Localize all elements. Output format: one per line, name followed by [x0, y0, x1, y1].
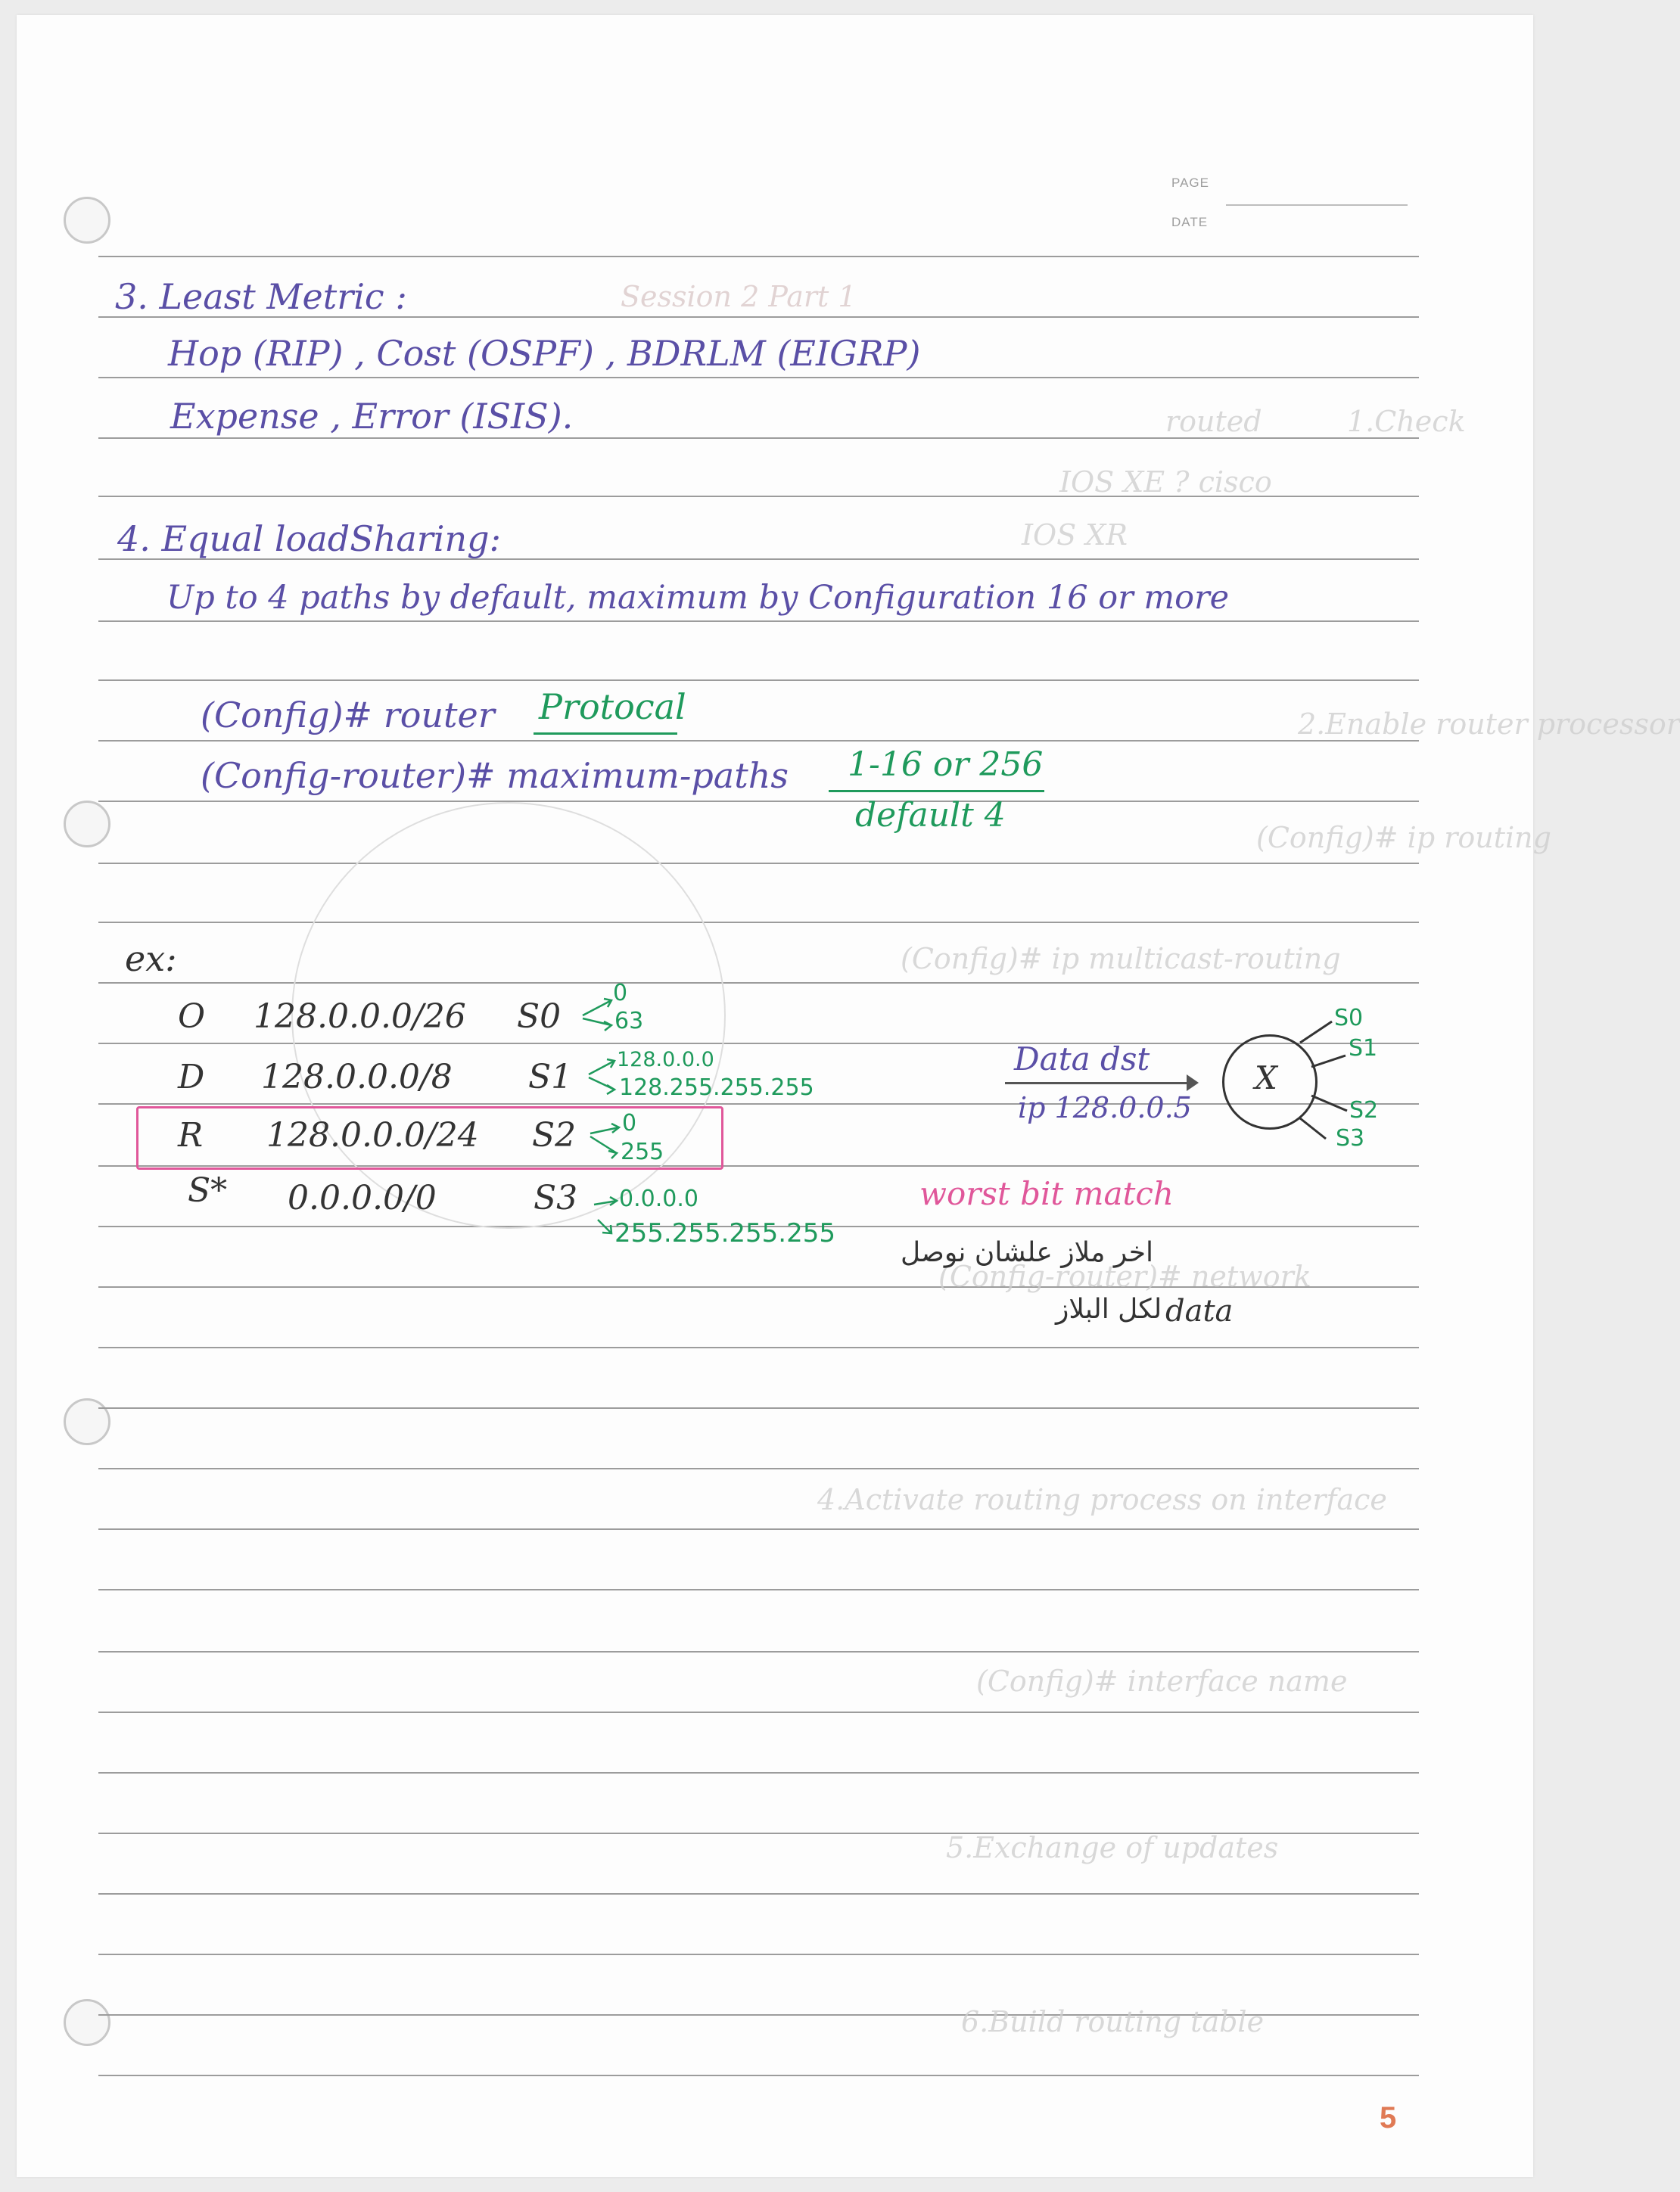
range-start: 128.0.0.0: [617, 1048, 714, 1071]
section-3-line1: Hop (RIP) , Cost (OSPF) , BDRLM (EIGRP): [168, 333, 921, 374]
route-prefix: 128.0.0.0/8: [261, 1058, 453, 1096]
bleed-through-decoration: IOS XR: [1022, 518, 1128, 552]
route-interface: S1: [528, 1058, 573, 1096]
section-4-heading: 4. Equal loadSharing:: [117, 518, 502, 559]
route-interface: S0: [517, 997, 562, 1036]
bleed-through-decoration: routed: [1165, 405, 1262, 438]
route-prefix: 128.0.0.0/24: [266, 1116, 479, 1155]
section-3-line2: Expense , Error (ISIS).: [170, 396, 574, 437]
route-code: S*: [188, 1171, 228, 1210]
arabic-note-line1: اخر ملاز علشان نوصل: [901, 1237, 1153, 1268]
bleed-through-decoration: (Config)# interface name: [976, 1665, 1348, 1698]
port-s3-label: S3: [1336, 1125, 1365, 1152]
route-code: O: [178, 997, 206, 1036]
example-label: ex:: [125, 938, 177, 979]
range-end: 128.255.255.255: [619, 1074, 814, 1101]
bleed-through-decoration: Session 2 Part 1: [621, 280, 857, 313]
router-mark: X: [1255, 1059, 1277, 1096]
range-start: 0.0.0.0: [619, 1186, 698, 1212]
bleed-through-decoration: 5.Exchange of updates: [946, 1831, 1279, 1864]
port-s0-label: S0: [1334, 1005, 1364, 1031]
port-s2-label: S2: [1349, 1097, 1379, 1124]
config-router-protocol: Protocal: [539, 686, 686, 727]
range-end: 255.255.255.255: [614, 1218, 836, 1248]
route-prefix: 0.0.0.0/0: [288, 1179, 437, 1217]
range-end: 63: [614, 1008, 644, 1034]
port-s1-label: S1: [1349, 1035, 1378, 1062]
section-3-heading: 3. Least Metric :: [115, 276, 407, 317]
date-label: DATE: [1171, 215, 1209, 229]
data-destination-label: Data dst: [1014, 1040, 1150, 1077]
arabic-note-line2: لكل البلاز: [1056, 1294, 1162, 1325]
bleed-through-decoration: 4.Activate routing process on interface: [817, 1483, 1387, 1516]
page-label: PAGE: [1171, 176, 1209, 190]
config-router-command: (Config)# router: [201, 695, 495, 735]
maximum-paths-default: default 4: [855, 796, 1006, 835]
route-interface: S2: [532, 1116, 577, 1155]
destination-ip-label: ip 128.0.0.5: [1018, 1091, 1192, 1124]
range-end: 255: [621, 1139, 664, 1165]
arabic-note-data-word: data: [1165, 1294, 1234, 1329]
maximum-paths-range: 1-16 or 256: [848, 745, 1044, 784]
worst-bit-match-note: worst bit match: [919, 1175, 1174, 1212]
page-number: 5: [1380, 2101, 1397, 2134]
range-start: 0: [622, 1110, 637, 1136]
bleed-through-decoration: (Config)# ip multicast-routing: [901, 942, 1341, 975]
route-interface: S3: [534, 1179, 578, 1217]
route-code: D: [178, 1058, 205, 1096]
bleed-through-decoration: 1.Check: [1347, 405, 1466, 438]
bleed-through-decoration: 6.Build routing table: [961, 2005, 1265, 2038]
config-maximum-paths-command: (Config-router)# maximum-paths: [201, 755, 789, 796]
bleed-through-decoration: IOS XE ? cisco: [1059, 465, 1272, 499]
bleed-through-decoration: (Config-router)# network: [938, 1260, 1311, 1293]
route-prefix: 128.0.0.0/26: [254, 997, 466, 1036]
range-start: 0: [613, 980, 628, 1006]
bleed-through-decoration: (Config)# ip routing: [1256, 821, 1551, 854]
route-code: R: [178, 1116, 204, 1155]
section-4-line1: Up to 4 paths by default, maximum by Configuration 16 or more: [166, 579, 1230, 617]
bleed-through-decoration: 2.Enable router processor: [1298, 707, 1680, 741]
